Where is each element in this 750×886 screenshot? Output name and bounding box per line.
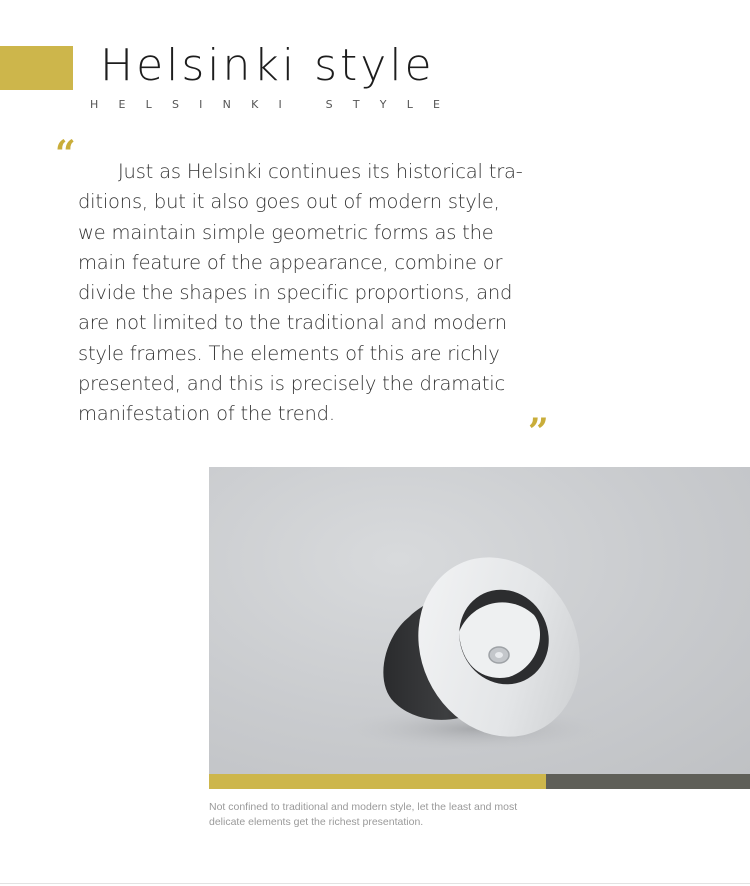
subtitle-letter: E (433, 98, 440, 111)
subtitle-letter: N (222, 98, 231, 111)
bottom-divider (0, 883, 750, 884)
subtitle-letter: I (278, 98, 282, 111)
color-bar-gold (209, 774, 546, 789)
quote-line: are not limited to the traditional and modern (78, 311, 507, 335)
quote-line: we maintain simple geometric forms as the (78, 220, 494, 244)
subtitle-letter: S (171, 98, 179, 111)
quote-line: style frames. The elements of this are richly (78, 341, 500, 365)
subtitle-letter: K (251, 98, 259, 111)
subtitle-letter: Y (379, 98, 387, 111)
round-recessed-step-light-icon (209, 467, 750, 774)
quote-line: divide the shapes in specific proportions, and (78, 281, 513, 305)
quote-body (78, 157, 538, 430)
subtitle-spacer (302, 98, 306, 111)
color-bar-dark (546, 774, 750, 789)
close-quote-icon: ” (528, 411, 549, 453)
caption-line: delicate elements get the richest presentation. (209, 816, 424, 828)
subtitle-letter: L (145, 98, 152, 111)
accent-block (0, 46, 73, 90)
quote-line: Just as Helsinki continues its historical tra- (118, 160, 523, 183)
subtitle-letter: I (199, 98, 203, 111)
quote-line: presented, and this is precisely the dramatic (78, 372, 506, 396)
subtitle-letter: L (406, 98, 413, 111)
quote-line: ditions, but it also goes out of modern style, (78, 190, 500, 214)
image-caption (209, 800, 589, 830)
page-title: Helsinki style (100, 40, 435, 91)
product-lens-core (495, 652, 503, 658)
subtitle-letter: T (352, 98, 360, 111)
open-quote-icon: “ (55, 133, 76, 175)
subtitle-letter: S (325, 98, 333, 111)
product-photo (209, 467, 750, 774)
page-subtitle (90, 98, 440, 111)
caption-line: Not confined to traditional and modern style, let the least and most (209, 801, 518, 813)
quote-line: main feature of the appearance, combine or (78, 250, 503, 274)
subtitle-letter: E (118, 98, 126, 111)
quote-line: manifestation of the trend. (78, 402, 335, 426)
subtitle-letter: H (90, 98, 99, 111)
